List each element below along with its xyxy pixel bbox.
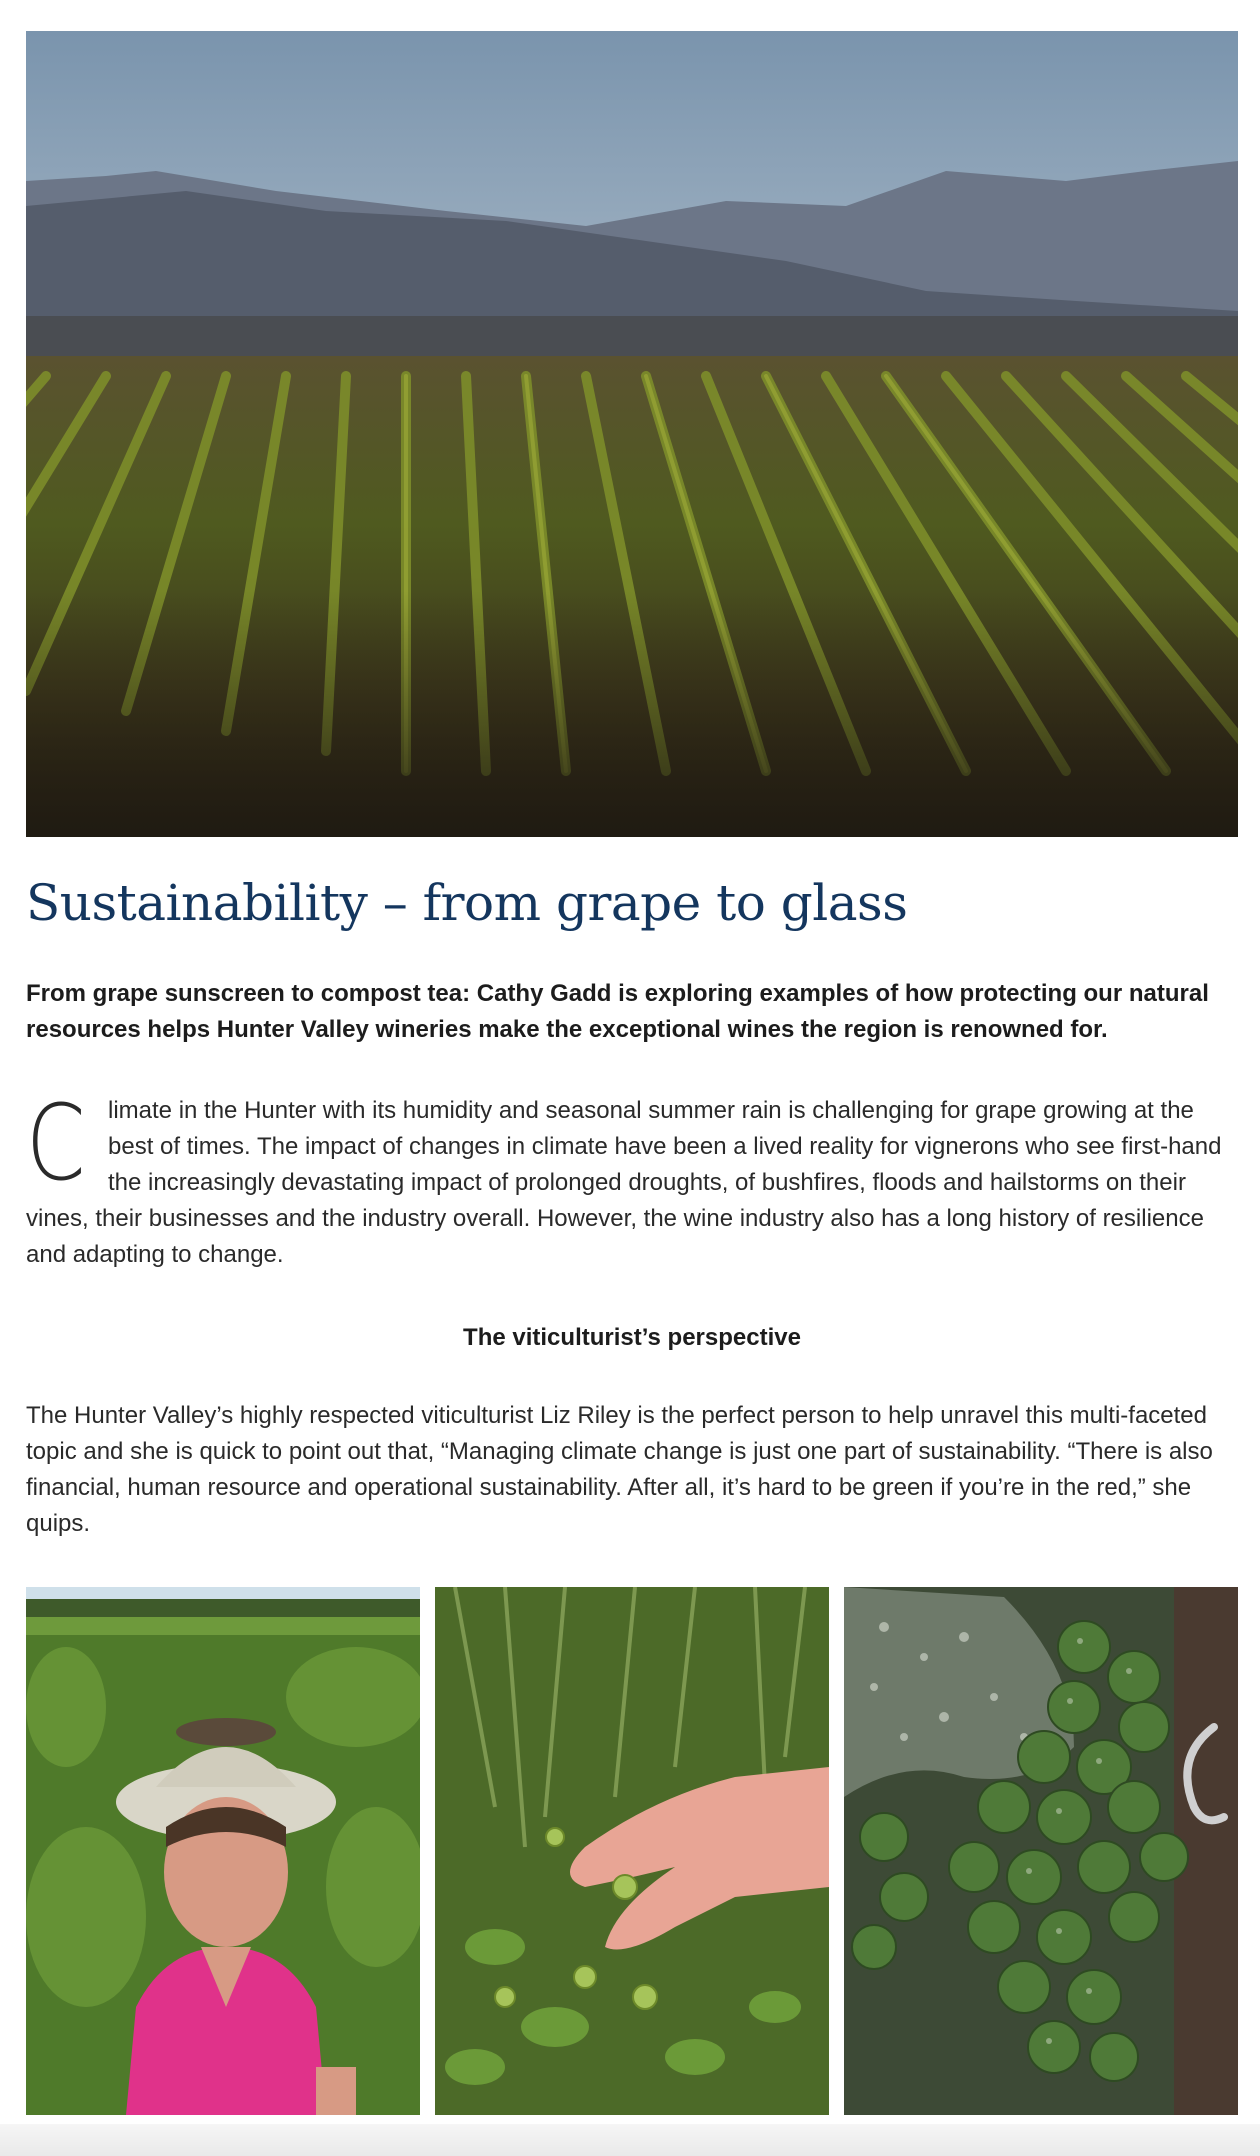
section-subheading: The viticulturist’s perspective: [463, 1324, 801, 1351]
gallery-image-grapes: [844, 1587, 1238, 2115]
gallery-image-portrait: [26, 1587, 420, 2115]
page-bottom-edge: [0, 2124, 1260, 2156]
article-paragraph-2: The Hunter Valley’s highly respected viticulturist Liz Riley is the perfect person to help unravel this multi-faceted topic and she is quick to point out that, “Managing climate change is just one part of sustainability. “There is also financial, human resource and operational sustainability. After all, it’s hard to be green if you’re in the red,” she quips.: [26, 1402, 1213, 1537]
photo-gallery: [26, 1587, 1238, 2115]
drop-cap: C: [26, 1082, 86, 1204]
article-paragraph-1: [26, 1082, 1238, 1273]
portrait-illustration: [26, 1587, 420, 2115]
article-title: Sustainability – from grape to glass: [26, 874, 908, 932]
vineyard-illustration: [26, 31, 1238, 837]
paragraph-1-text: limate in the Hunter with its humidity and seasonal summer rain is challenging for grape growing at the best of times. The impact of changes in climate have been a lived reality for vignerons who see first-hand the increasingly devastating impact of prolonged droughts, of bushfires, floods and hailstorms on their vines, their businesses and the industry overall. However, the wine industry also has a long history of resilience and adapting to change.: [26, 1097, 1222, 1268]
hero-image-vineyard: [26, 31, 1238, 837]
article-lead: From grape sunscreen to compost tea: Cathy Gadd is exploring examples of how protecting our natural resources helps Hunter Valley wineries make the exceptional wines the region is renowned for.: [26, 980, 1209, 1043]
gallery-image-seedpods: [435, 1587, 829, 2115]
seedpods-illustration: [435, 1587, 829, 2115]
grapes-illustration: [844, 1587, 1238, 2115]
